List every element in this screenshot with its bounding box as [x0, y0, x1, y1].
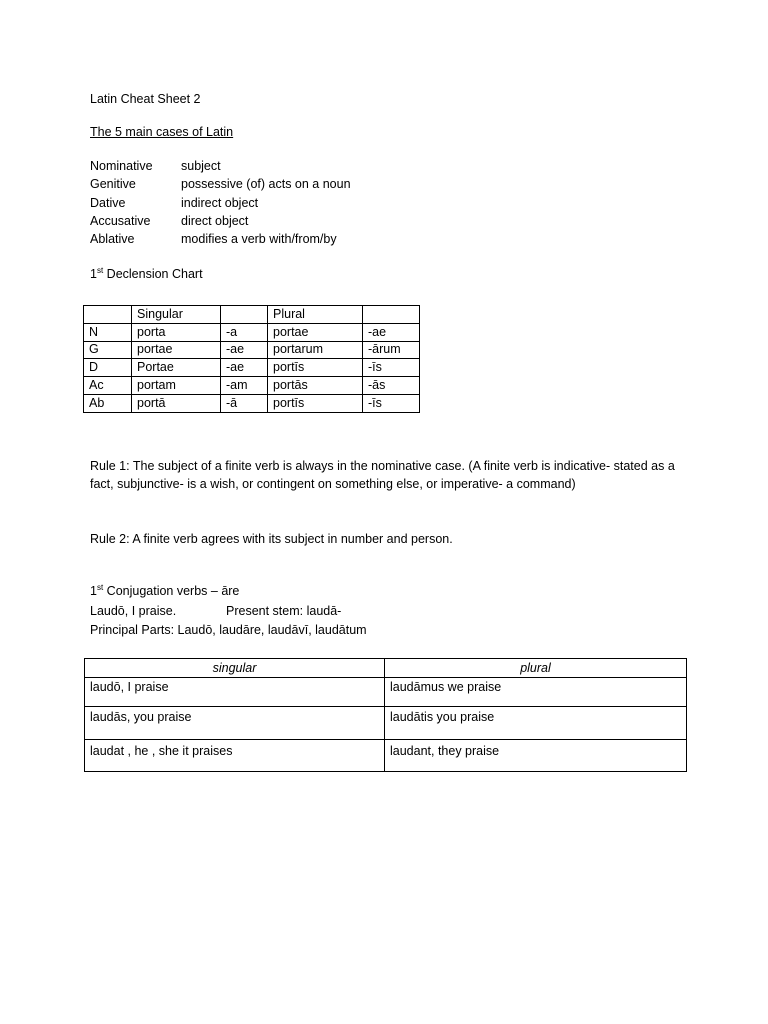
table-cell: laudātis you praise: [385, 707, 687, 740]
table-cell: D: [84, 359, 132, 377]
table-cell: porta: [132, 323, 221, 341]
table-cell: portīs: [268, 359, 363, 377]
declension-title: [90, 267, 203, 282]
case-name: Nominative: [90, 159, 153, 173]
table-cell: -ae: [221, 341, 268, 359]
case-name: Genitive: [90, 177, 136, 192]
table-cell: -ās: [363, 377, 420, 395]
rule-2: Rule 2: A finite verb agrees with its subject in number and person.: [90, 532, 453, 546]
table-cell: -īs: [363, 394, 420, 412]
case-name: Dative: [90, 195, 126, 210]
case-use: direct object: [181, 213, 249, 228]
case-row: [90, 232, 351, 250]
table-cell: portarum: [268, 341, 363, 359]
table-cell: -ae: [221, 359, 268, 377]
case-use: possessive (of) acts on a noun: [181, 177, 351, 192]
table-cell: -ā: [221, 394, 268, 412]
table-cell: Portae: [132, 359, 221, 377]
table-cell: portae: [132, 341, 221, 359]
declension-header-cell: [221, 306, 268, 324]
table-cell: laudat , he , she it praises: [85, 740, 385, 772]
case-name: Accusative: [90, 213, 151, 228]
table-cell: portā: [132, 394, 221, 412]
page-title: Latin Cheat Sheet 2: [90, 92, 201, 106]
declension-header-cell: Plural: [268, 306, 363, 324]
case-row: [90, 177, 351, 195]
declension-sup: st: [96, 266, 104, 275]
table-row: [84, 341, 420, 359]
table-cell: -am: [221, 377, 268, 395]
case-row: [90, 214, 351, 232]
declension-header-row: [84, 306, 420, 324]
table-cell: Ac: [84, 377, 132, 395]
cases-heading: The 5 main cases of Latin: [90, 125, 234, 139]
present-stem: Present stem: laudā-: [226, 604, 342, 618]
table-cell: portīs: [268, 394, 363, 412]
table-cell: -ārum: [363, 341, 420, 359]
case-row: [90, 196, 351, 214]
table-row: [85, 678, 687, 707]
table-cell: portās: [268, 377, 363, 395]
header-plural: plural: [385, 659, 687, 678]
conjugation-num: 1: [90, 584, 97, 598]
conjugation-example: Laudō, I praise.: [90, 604, 177, 618]
conjugation-title-text: Conjugation verbs – āre: [103, 584, 240, 598]
table-cell: -īs: [363, 359, 420, 377]
principal-parts: Principal Parts: Laudō, laudāre, laudāvī, laudātum: [90, 623, 367, 637]
declension-table: [83, 305, 420, 413]
declension-title-text: Declension Chart: [103, 267, 203, 281]
header-singular: singular: [85, 659, 385, 678]
conjugation-table: [84, 658, 687, 772]
cases-list: [90, 159, 351, 250]
table-cell: -ae: [363, 323, 420, 341]
table-cell: portae: [268, 323, 363, 341]
table-row: [85, 707, 687, 740]
table-cell: laudāmus we praise: [385, 678, 687, 707]
conjugation-example-line: [90, 604, 342, 619]
table-cell: G: [84, 341, 132, 359]
case-use: subject: [181, 159, 221, 173]
case-name: Ablative: [90, 232, 135, 247]
table-cell: -a: [221, 323, 268, 341]
table-cell: laudant, they praise: [385, 740, 687, 772]
case-use: modifies a verb with/from/by: [181, 232, 337, 247]
table-cell: N: [84, 323, 132, 341]
conjugation-header-row: [85, 659, 687, 678]
conjugation-title: [90, 584, 239, 599]
conjugation-sup: st: [96, 583, 104, 592]
case-row: [90, 159, 351, 177]
table-row: [84, 377, 420, 395]
declension-header-cell: Singular: [132, 306, 221, 324]
table-cell: Ab: [84, 394, 132, 412]
declension-num: 1: [90, 267, 97, 281]
rule-1: Rule 1: The subject of a finite verb is always in the nominative case. (A finite verb is indicative- stated as a fact, subjunctive- is a wish, or contingent on something else, or imperative- a command): [90, 459, 675, 492]
table-row: [84, 394, 420, 412]
table-cell: laudō, I praise: [85, 678, 385, 707]
case-use: indirect object: [181, 195, 259, 210]
table-cell: laudās, you praise: [85, 707, 385, 740]
table-row: [85, 740, 687, 772]
declension-header-cell: [84, 306, 132, 324]
table-row: [84, 323, 420, 341]
table-cell: portam: [132, 377, 221, 395]
declension-header-cell: [363, 306, 420, 324]
table-row: [84, 359, 420, 377]
